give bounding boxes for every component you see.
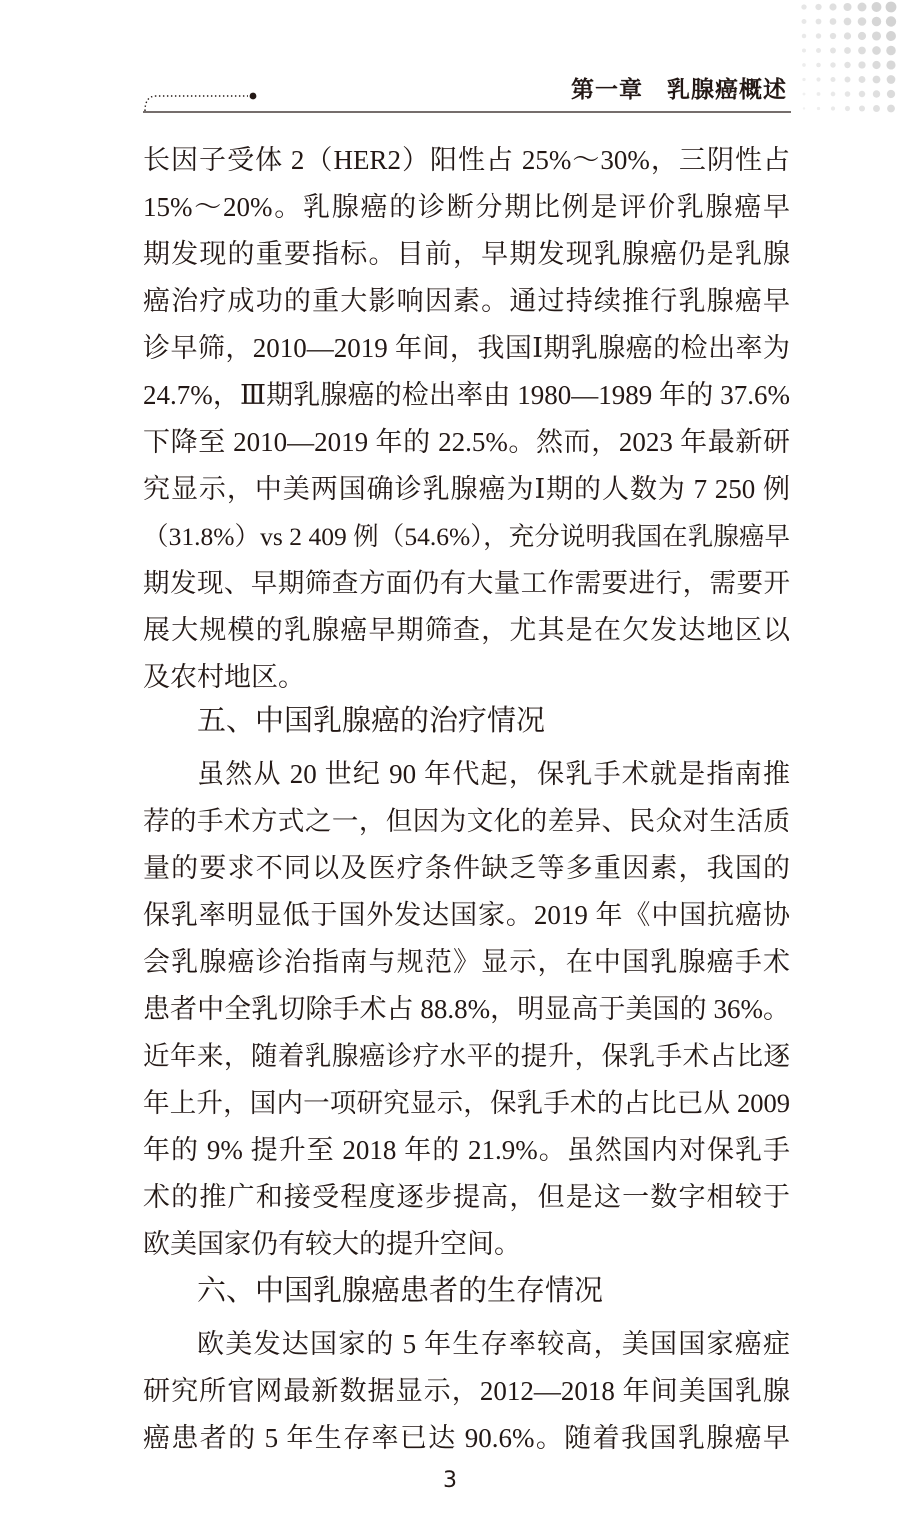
pattern-dot	[831, 92, 836, 97]
pattern-dot	[843, 3, 851, 11]
paragraph-breast-cancer-subtypes	[143, 137, 790, 701]
section-heading-survival	[143, 1267, 790, 1314]
pattern-dot	[872, 46, 881, 55]
page-number: 3	[443, 1468, 457, 1493]
paragraph-line: 虽然从 20 世纪 90 年代起，保乳手术就是指南推	[197, 759, 790, 789]
paragraph-line: 究显示，中美两国确诊乳腺癌为Ⅰ期的人数为 7 250 例	[143, 474, 790, 504]
pattern-dot	[859, 76, 866, 83]
paragraph-line: 年上升，国内一项研究显示，保乳手术的占比已从 2009	[143, 1088, 790, 1118]
section-heading: 六、中国乳腺癌患者的生存情况	[197, 1273, 604, 1307]
paragraph-line: 下降至 2010—2019 年的 22.5%。然而，2023 年最新研	[143, 427, 790, 457]
pattern-dot	[858, 47, 866, 55]
pattern-dot	[859, 105, 865, 111]
pattern-dot	[858, 3, 867, 12]
paragraph-line: 期发现的重要指标。目前，早期发现乳腺癌仍是乳腺	[143, 239, 790, 269]
pattern-dot	[830, 77, 835, 82]
header-rule-ornament	[140, 85, 794, 117]
paragraph-line: 近年来，随着乳腺癌诊疗水平的提升，保乳手术占比逐	[143, 1041, 790, 1071]
paragraph-line: 年的 9% 提升至 2018 年的 21.9%。虽然国内对保乳手	[143, 1135, 790, 1165]
section-heading-treatment	[143, 697, 790, 744]
pattern-dot	[887, 105, 895, 113]
pattern-dot	[872, 31, 881, 40]
pattern-dot	[845, 91, 851, 97]
pattern-dot	[816, 48, 821, 53]
pattern-dot	[802, 34, 807, 39]
paragraph-line: 展大规模的乳腺癌早期筛查，尤其是在欠发达地区以	[143, 615, 790, 645]
pattern-dot	[801, 4, 806, 9]
paragraph-line: 诊早筛，2010—2019 年间，我国Ⅰ期乳腺癌的检出率为	[143, 333, 790, 363]
pattern-dot	[886, 16, 896, 26]
pattern-dot	[830, 18, 837, 25]
paragraph-line: （31.8%）vs 2 409 例（54.6%），充分说明我国在乳腺癌早	[143, 522, 790, 551]
pattern-dot	[802, 48, 806, 52]
paragraph-line: 患者中全乳切除手术占 88.8%，明显高于美国的 36%。	[143, 994, 790, 1024]
pattern-dot	[816, 19, 822, 25]
pattern-dot	[844, 47, 851, 54]
dot-pattern-decoration	[796, 0, 900, 114]
pattern-dot	[816, 33, 821, 38]
pattern-dot	[815, 4, 821, 10]
pattern-dot	[886, 31, 896, 41]
pattern-dot	[872, 17, 881, 26]
pattern-dot	[844, 62, 850, 68]
pattern-dot	[858, 17, 867, 26]
pattern-dot	[830, 62, 835, 67]
pattern-dot	[802, 63, 806, 67]
paragraph-line: 研究所官网最新数据显示，2012—2018 年间美国乳腺	[143, 1376, 790, 1406]
paragraph-line: 量的要求不同以及医疗条件缺乏等多重因素，我国的	[143, 853, 790, 883]
pattern-dot	[817, 92, 821, 96]
pattern-dot	[872, 61, 880, 69]
paragraph-line: 长因子受体 2（HER2）阳性占 25%～30%，三阴性占	[143, 145, 790, 175]
pattern-dot	[831, 106, 835, 110]
paragraph-line: 欧美发达国家的 5 年生存率较高，美国国家癌症	[197, 1329, 790, 1359]
pattern-dot	[844, 18, 852, 26]
paragraph-line: 癌治疗成功的重大影响因素。通过持续推行乳腺癌早	[143, 286, 790, 316]
paragraph-line: 荐的手术方式之一，但因为文化的差异、民众对生活质	[143, 806, 790, 836]
paragraph-line: 术的推广和接受程度逐步提高，但是这一数字相较于	[143, 1182, 790, 1212]
paragraph-survival	[143, 1321, 790, 1462]
pattern-dot	[873, 105, 880, 112]
pattern-dot	[802, 78, 805, 81]
paragraph-line: 24.7%，Ⅲ期乳腺癌的检出率由 1980—1989 年的 37.6%	[143, 380, 790, 410]
pattern-dot	[886, 60, 895, 69]
paragraph-line: 会乳腺癌诊治指南与规范》显示，在中国乳腺癌手术	[143, 947, 790, 977]
paragraph-line: 保乳率明显低于国外发达国家。2019 年《中国抗癌协	[143, 900, 790, 930]
pattern-dot	[873, 90, 880, 97]
pattern-dot	[844, 32, 851, 39]
pattern-dot	[845, 77, 851, 83]
pattern-dot	[803, 93, 806, 96]
pattern-dot	[830, 48, 836, 54]
pattern-dot	[886, 2, 897, 13]
pattern-dot	[872, 2, 882, 12]
pattern-dot	[858, 61, 865, 68]
section-heading: 五、中国乳腺癌的治疗情况	[197, 703, 546, 737]
paragraph-line: 期发现、早期筛查方面仍有大量工作需要进行，需要开	[143, 568, 790, 598]
chapter-title: 第一章 乳腺癌概述	[571, 77, 787, 103]
pattern-dot	[845, 106, 850, 111]
header-dotted-line	[145, 96, 248, 111]
pattern-dot	[886, 46, 896, 56]
pattern-dot	[803, 107, 805, 109]
pattern-dot	[817, 107, 820, 110]
pattern-dot	[887, 75, 896, 84]
header-bullet-dot	[250, 93, 257, 100]
pattern-dot	[858, 32, 866, 40]
pattern-dot	[829, 3, 836, 10]
paragraph-line: 欧美国家仍有较大的提升空间。	[143, 1229, 521, 1259]
pattern-dot	[802, 19, 807, 24]
pattern-dot	[816, 63, 821, 68]
pattern-dot	[816, 77, 820, 81]
pattern-dot	[873, 76, 881, 84]
paragraph-treatment	[143, 751, 790, 1268]
pattern-dot	[887, 90, 895, 98]
pattern-dot	[859, 91, 865, 97]
paragraph-line: 15%～20%。乳腺癌的诊断分期比例是评价乳腺癌早	[143, 192, 790, 222]
paragraph-line: 及农村地区。	[143, 662, 305, 692]
pattern-dot	[830, 33, 836, 39]
paragraph-line: 癌患者的 5 年生存率已达 90.6%。随着我国乳腺癌早	[143, 1423, 790, 1453]
